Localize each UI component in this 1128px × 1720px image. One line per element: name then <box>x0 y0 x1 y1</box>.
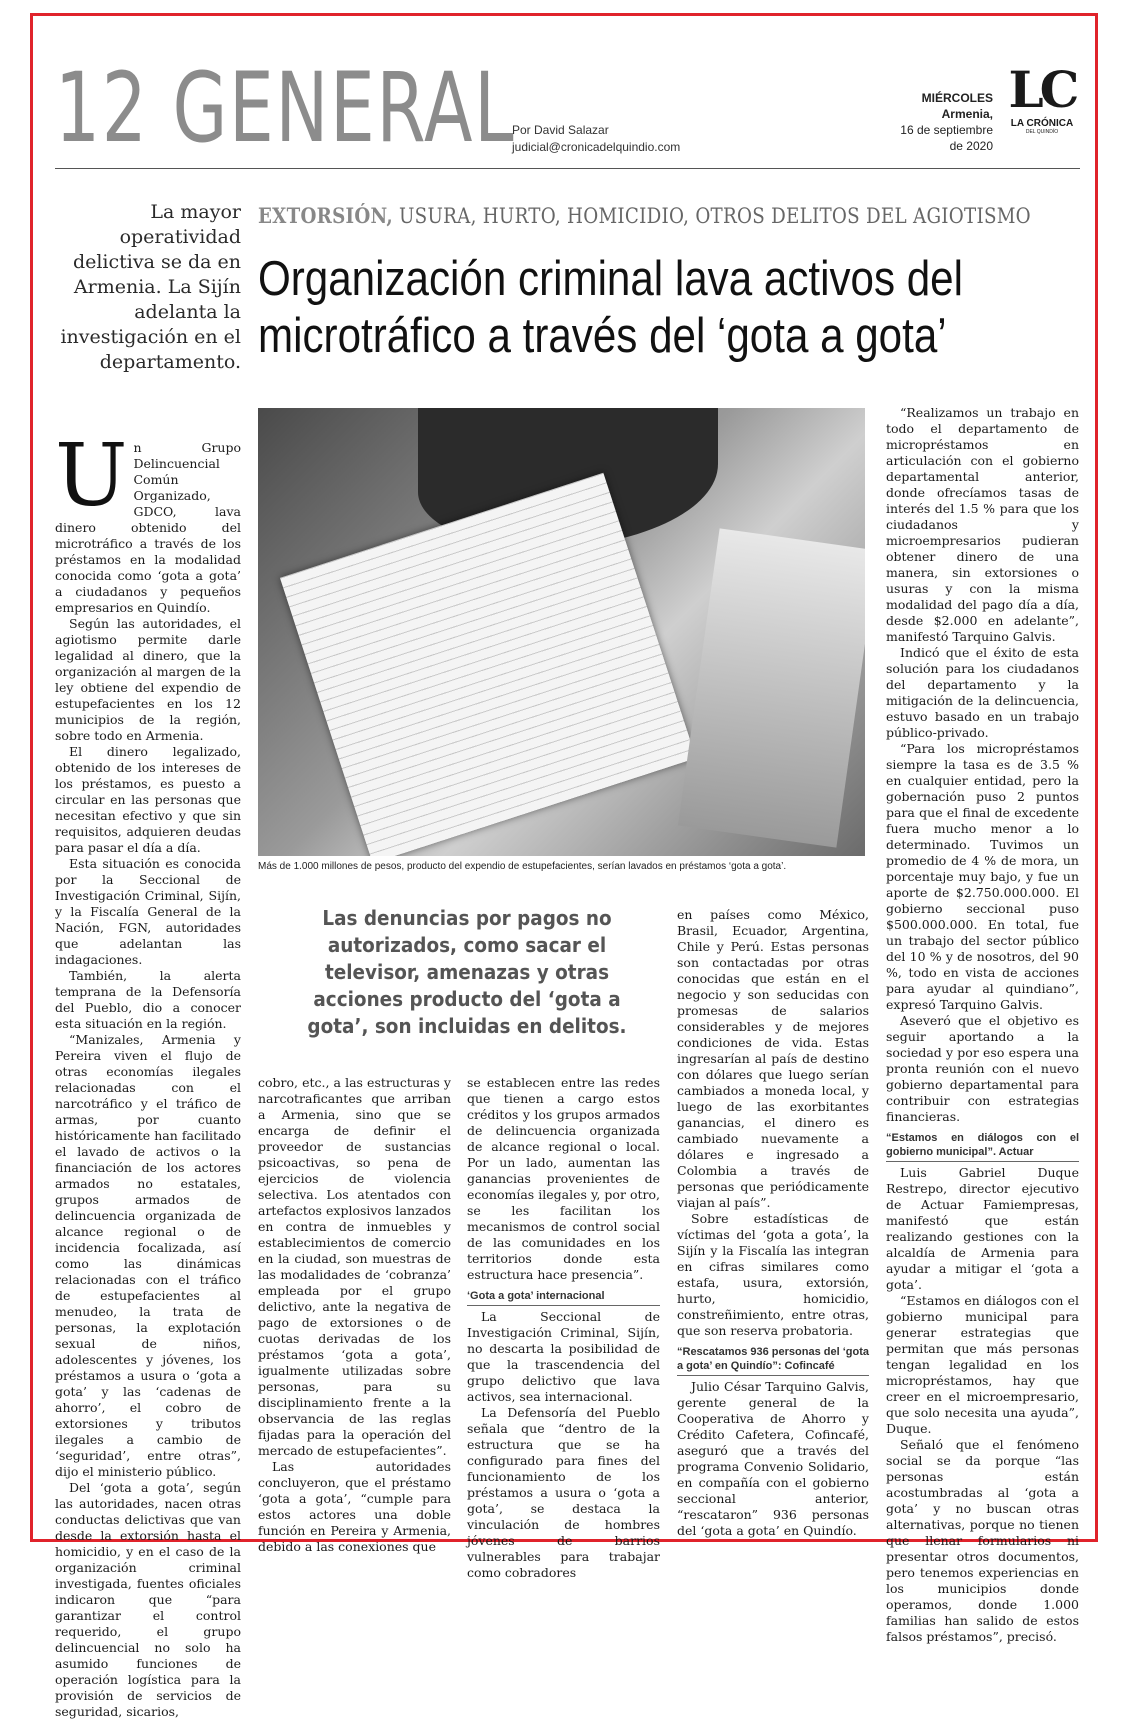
column-3 <box>467 1075 660 1581</box>
paragraph: Julio César Tarquino Galvis, gerente general de la Cooperativa de Ahorro y Crédito Cafetera, Cofincafé, aseguró que a través del programa Convenio Solidario, en compañía con el gobierno seccional anterior, “rescataron” 936 personas del ‘gota a gota’ en Quindío. <box>677 1379 869 1538</box>
paragraph: “Para los micropréstamos siempre la tasa es de 3.5 % en cualquier entidad, pero la gobernación puso 2 puntos para que el final de excedente fuera mucho menor a lo determinado. Tuvimos un promedio de 4 % de mora, un porcentaje muy bajo, y fue un aporte de $2.750.000.000. El gobierno seccional puso $500.000.000. En total, fue un trabajo del sector público del 10 % y de nosotros, del 90 %, todo en vista de acciones para ayudar al quindiano”, expresó Tarquino Galvis. <box>886 741 1079 1012</box>
subhead: “Rescatamos 936 personas del ‘gota a gota’ en Quindío”: Cofincafé <box>677 1345 869 1376</box>
paragraph: Sobre estadísticas de víctimas del ‘gota a gota’, la Sijín y la Fiscalía las integran en cifras similares como estafa, usura, extorsión, hurto, homicidio, constreñimiento, entre otras, que son reserva probatoria. <box>677 1211 869 1338</box>
photo-banknotes <box>678 528 865 847</box>
date-city: Armenia, <box>941 107 993 121</box>
subhead: “Estamos en diálogos con el gobierno municipal”. Actuar <box>886 1131 1079 1162</box>
paragraph: Esta situación es conocida por la Seccional de Investigación Criminal, Sijín, y la Fiscalía General de la Nación, FGN, autoridades que adelantan las indagaciones. <box>55 856 241 967</box>
paragraph: Del ‘gota a gota’, según las autoridades, nacen otras conductas delictivas que van desde la extorsión hasta el homicidio, y en el caso de la organización criminal investigada, fuentes oficiales indicaron que “para garantizar el control requerido, el grupo delincuencial no solo ha asumido funciones de operación logística para la provisión de servicios de seguridad, sicarios, <box>55 1480 241 1719</box>
logo-sub: DEL QUINDÍO <box>1025 129 1059 135</box>
headline: Organización criminal lava activos del microtráfico a través del ‘gota a gota’ <box>258 252 963 363</box>
kicker-rest: USURA, HURTO, HOMICIDIO, OTROS DELITOS DEL AGIOTISMO <box>392 204 1031 228</box>
date-year: de 2020 <box>949 139 993 153</box>
logo-letters: LC <box>1008 60 1076 119</box>
section-title: 12 GENERAL <box>55 52 516 164</box>
paragraph: Aseveró que el objetivo es seguir aportando a la sociedad y por eso espera una pronta reunión con el nuevo gobierno departamental para contribuir con estrategias financieras. <box>886 1013 1079 1124</box>
subhead: ‘Gota a gota’ internacional <box>467 1289 660 1306</box>
paragraph: “Manizales, Armenia y Pereira viven el flujo de otras economías ilegales relacionadas con el narcotráfico y el tráfico de armas, por cuanto históricamente han facilitado el lavado de activos o la financiación de los actores armados no estatales, grupos armados de delincuencia organizada de alcance regional o de incidencia focalizada, así como las dinámicas relacionadas con el tráfico de estupefacientes al menudeo, la trata de personas, la explotación sexual de niños, adolescentes y jóvenes, los préstamos a usura o ‘gota a gota’ y las ‘cadenas de ahorro’, el cobro de extorsiones y tributos ilegales a cambio de ‘seguridad’, entre otras”, dijo el ministerio público. <box>55 1032 241 1479</box>
column-5 <box>886 405 1079 1645</box>
paragraph: en países como México, Brasil, Ecuador, Argentina, Chile y Perú. Estas personas son contactadas por otras conocidas que están en el negocio y son seducidas con promesas de salarios considerables y de mejores condiciones de vida. Estas ingresarían al país de destino con dólares que luego serían cambiados a moneda local, y luego de las exorbitantes ganancias, el dinero es cambiado nuevamente a dólares e ingresado a Colombia a través de personas que periódicamente viajan al país”. <box>677 907 869 1210</box>
date-block <box>880 90 993 154</box>
date-day: MIÉRCOLES <box>921 91 993 105</box>
paragraph: La Seccional de Investigación Criminal, Sijín, no descarta la posibilidad de que la trascendencia del grupo delictivo que lava activos, sea internacional. <box>467 1309 660 1404</box>
column-4 <box>677 907 869 1539</box>
paragraph: “Estamos en diálogos con el gobierno municipal para generar estrategias que permitan que más personas tengan legalidad en los micropréstamos, hay que creer en el microempresario, que solo necesita una ayuda”, Duque. <box>886 1293 1079 1436</box>
paragraph: cobro, etc., a las estructuras y narcotraficantes que arriban a Armenia, sino que se encarga de definir el proveedor de sustancias psicoactivas, so pena de ejercicios de violencia selectiva. Los atentados con artefactos explosivos lanzados en contra de inmuebles y establecimientos de comercio en la ciudad, son muestras de las modalidades de ‘cobranza’ empleada por el grupo delictivo, ante la negativa de pago de extorsiones o de cuotas derivadas de los préstamos ‘gota a gota’, igualmente utilizadas sobre personas, para su disciplinamiento frente a la observancia de las reglas fijadas para la operación del mercado de estupefacientes”. <box>258 1075 451 1458</box>
newspaper-logo[interactable] <box>1004 62 1080 135</box>
paragraph: El dinero legalizado, obtenido de los intereses de los préstamos, es puesto a circular en las personas que necesitan efectivo y que sin requisitos, adquieren deudas para pasar el día a día. <box>55 744 241 855</box>
paragraph: Luis Gabriel Duque Restrepo, director ejecutivo de Actuar Famiempresas, manifestó que están realizando gestiones con la alcaldía de Armenia para ayudar a mitigar el ‘gota a gota’. <box>886 1165 1079 1292</box>
paragraph: “Realizamos un trabajo en todo el departamento de micropréstamos en articulación con el gobierno departamental anterior, donde ofrecíamos tasas de interés del 1.5 % para que los ciudadanos y microempresarios pudieran obtener dinero de una manera, sin extorsiones o usuras y con la misma modalidad del pago día a día, desde $2.000 en adelante”, manifestó Tarquino Galvis. <box>886 405 1079 644</box>
lede: La mayor operatividad delictiva se da en Armenia. La Sijín adelanta la investigación en el departamento. <box>60 201 241 373</box>
article-photo <box>258 408 865 856</box>
kicker <box>258 203 1031 229</box>
paragraph: También, la alerta temprana de la Defensoría del Pueblo, dio a conocer esta situación en la región. <box>55 968 241 1031</box>
header-rule <box>55 168 1080 169</box>
logo-name: LA CRÓNICA <box>1010 118 1074 129</box>
photo-caption: Más de 1.000 millones de pesos, producto del expendio de estupefacientes, serían lavados en préstamos ‘gota a gota’. <box>258 861 787 872</box>
paragraph: Según las autoridades, el agiotismo permite darle legalidad al dinero, que la organización al margen de la ley obtiene del expendio de estupefacientes en los 12 municipios de la región, sobre todo en Armenia. <box>55 616 241 743</box>
byline-email[interactable]: judicial@cronicadelquindio.com <box>512 140 681 154</box>
pull-quote: Las denuncias por pagos no autorizados, como sacar el televisor, amenazas y otras acciones producto del ‘gota a gota’, son incluidas en delitos. <box>307 906 627 1038</box>
byline <box>512 122 680 156</box>
byline-author: Por David Salazar <box>512 123 609 137</box>
paragraph: Señaló que el fenómeno social se da porque “las personas están acostumbradas al ‘gota a gota’ y no buscan otras alternativas, porque no tienen que llenar formularios ni presentar otros documentos, pero tenemos experiencias en los municipios donde operamos, donde 1.000 familias han salido de estos falsos préstamos”, precisó. <box>886 1437 1079 1644</box>
paragraph: Las autoridades concluyeron, que el préstamo ‘gota a gota’, “cumple para estos actores una doble función en Pereira y Armenia, debido a las conexiones que <box>258 1459 451 1554</box>
paragraph: n Grupo Delincuencial Común Organizado, GDCO, lava dinero obtenido del microtráfico a través de los préstamos en la modalidad conocida como ‘gota a gota’ a ciudadanos y pequeños empresarios en Quindío. <box>55 440 241 615</box>
paragraph: Indicó que el éxito de esta solución para los ciudadanos del departamento y la mitigación de la delincuencia, estuvo basado en un trabajo público-privado. <box>886 645 1079 740</box>
paragraph: La Defensoría del Pueblo señala que “dentro de la estructura que se ha configurado para fines del funcionamiento de los préstamos a usura o ‘gota a gota’, se destaca la vinculación de hombres jóvenes de barrios vulnerables para trabajar como cobradores <box>467 1405 660 1580</box>
paragraph: se establecen entre las redes que tienen a cargo estos créditos y los grupos armados de delincuencia organizada de alcance regional o local. Por un lado, aumentan las ganancias provenientes de economías ilegales y, por otro, se les facilitan los mecanismos de control social de las comunidades en los territorios donde esta estructura hace presencia”. <box>467 1075 660 1282</box>
kicker-bold: EXTORSIÓN, <box>258 203 393 228</box>
column-2 <box>258 1075 451 1555</box>
drop-cap: U <box>55 426 128 526</box>
column-1 <box>55 426 241 1720</box>
date-line: 16 de septiembre <box>900 123 993 137</box>
